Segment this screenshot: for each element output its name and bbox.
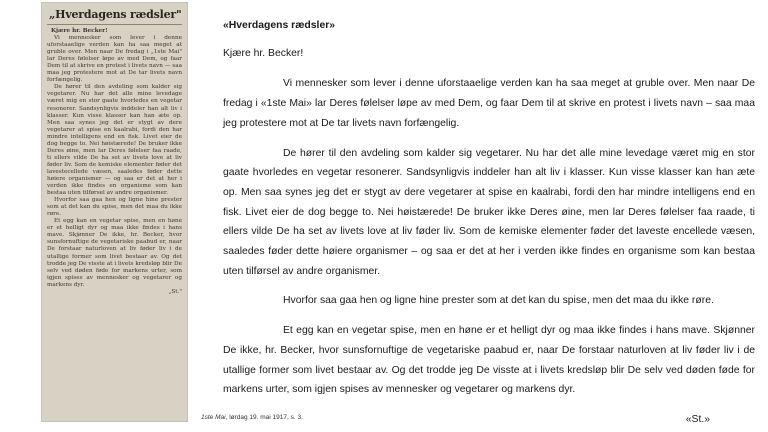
clipping-headline: „Hverdagens rædsler" xyxy=(47,6,182,25)
article-paragraph: Hvorfor saa gaa hen og ligne hine prester som at det kan du spise, men det maa du ikke røre. xyxy=(283,295,714,307)
article-paragraph: Vi mennesker som lever i denne uforstaaelige verden kan ha saa meget at gruble over. Men naar De fredag i «1ste Mai» lar Deres følelser løpe av med Dem, og faar Dem til at skrive en protest i livets navn – saa maa jeg protestere mot at De tar livets navn forfængelig. xyxy=(223,78,755,129)
article-signature: «St.» xyxy=(685,413,710,425)
clipping-paragraph: Hvorfor saa gaa hen og ligne hine prester som at det kan du spise, men det maa du ikke røre. xyxy=(47,197,182,218)
clipping-body xyxy=(47,28,182,296)
clipping-paragraph: Vi mennesker som lever i denne uforstaaelige verden kan ha saa meget at gruble over. Men naar De fredag i „1ste Mai" lar Deres følelser løpe av med Dem, og faar Dem til at skrive en protest i livets navn — saa maa jeg protestere mot at De tar livets navn forfængelig. xyxy=(47,35,182,84)
article-title: «Hverdagens rædsler» xyxy=(223,20,336,31)
clipping-salutation: Kjære hr. Becker! xyxy=(51,28,108,34)
clipping-signature: „St." xyxy=(168,288,182,295)
clipping-paragraph: Et egg kan en vegetar spise, men en høne er et helligt dyr og maa ikke findes i hans mave. Skjønner De ikke, hr. Becker, hvor sunsfornuftige de vegetariske paabud er, naar De forstaar naturloven at liv føder liv i de utallige former som livet bestaar av. Og det trodde jeg De visste at i livets kredsløp blir De selv ved døden føde for markens urter, som igjen spises av mennesker og vegetarer og markens dyr. xyxy=(47,218,182,288)
clipping-paragraph: De hører til den avdeling som kalder sig vegetarer. Nu har det alle mine levedage været mig en stor gaate hvorledes en vegetar resonerer. Sandsynligvis inddeler han alt liv i klasser. Kun visse klasser kan han æte op. Men saa synes jeg det er stygt av dere vegetarer at spise en kaalrabi, fordi den har mindre intelligens end en fisk. Livet eier de dog begge to. Nei høistærede! De bruker ikke Deres øine, men lar Deres følelser faa raade, ti ellers vilde De ha set av livets love at liv føder liv. Som de kemiske elementer føder det lavestecellede væsen, saaledes føder dette høiere organismer — og saa er det at her i verden ikke findes en organisme som kan bestaa uten tilførsel av andre organismer. xyxy=(47,84,182,197)
newspaper-clipping-image xyxy=(41,2,188,422)
caption-date-page: , lørdag 19. mai 1917, s. 3. xyxy=(225,414,303,421)
transcription-article xyxy=(223,16,755,430)
caption-source: 1ste Mai xyxy=(201,414,226,421)
article-greeting: Kjære hr. Becker! xyxy=(223,47,304,59)
article-paragraph: Et egg kan en vegetar spise, men en høne er et helligt dyr og maa ikke findes i hans mave. Skjønner De ikke, hr. Becker, hvor sunsfornuftige de vegetariske paabud er, naar De forstaar naturloven at liv føder liv i de utallige former som livet bestaar av. Og det trodde jeg De visste at i livets kredsløp blir De selv ved døden føde for markens urter, som igjen spises av mennesker og vegetarer og markens dyr. xyxy=(223,325,755,396)
article-paragraph: De hører til den avdeling som kalder sig vegetarer. Nu har det alle mine levedage været mig en stor gaate hvorledes en vegetar resonerer. Sandsynligvis inddeler han alt liv i klasser. Kun visse klasser kan han æte op. Men saa synes jeg det er stygt av dere vegetarer at spise en kaalrabi, fordi den har mindre intelligens end en fisk. Livet eier de dog begge to. Nei høistærede! De bruker ikke Deres øine, men lar Deres følelser faa raade, ti ellers vilde De ha set av livets love at liv føder liv. Som de kemiske elementer føder det laveste encellede væsen, saaledes føder dette høiere organismer – og saa er det at her i verden ikke findes en organisme som kan bestaa uten tilførsel av andre organismer. xyxy=(223,147,755,277)
